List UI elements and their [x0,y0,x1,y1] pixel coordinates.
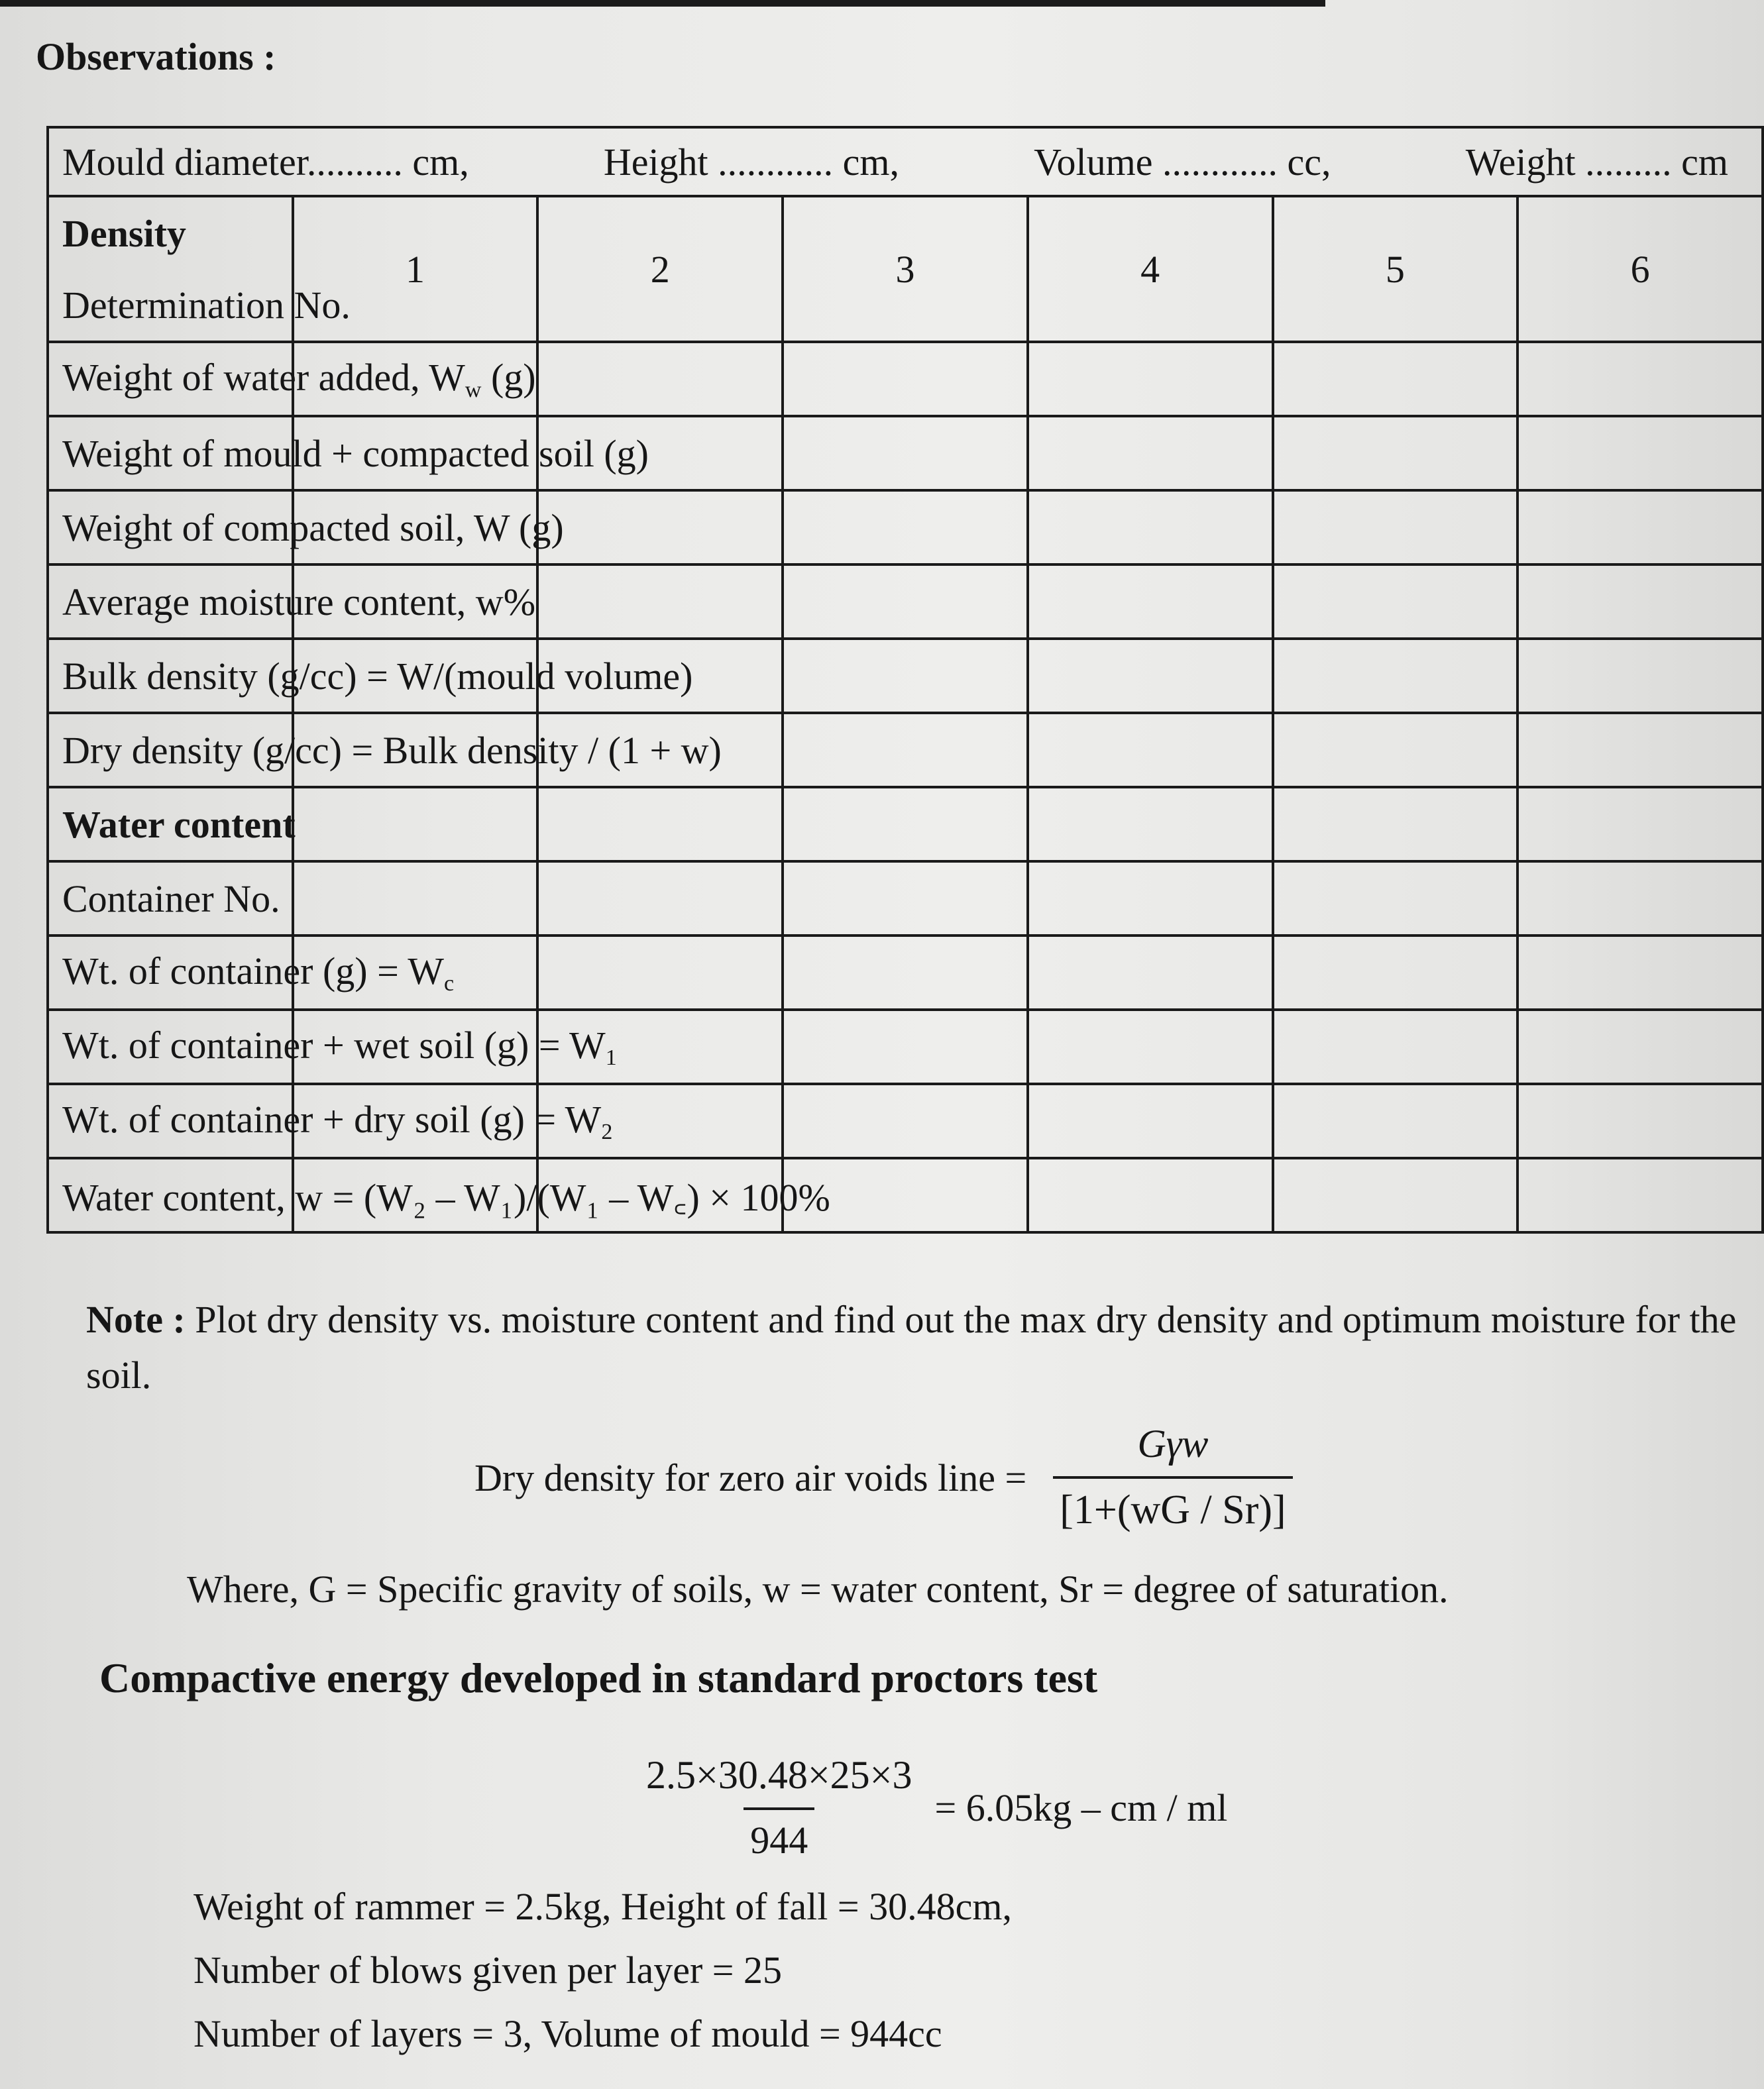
table-cell [1273,713,1518,787]
parameter-line: Number of layers = 3, Volume of mould = 944cc [193,2012,942,2055]
energy-fraction [633,1752,926,1862]
table-row [48,1010,1763,1084]
water-added-unit: (g) [490,356,536,399]
energy-result: = 6.05kg – cm / ml [934,1786,1228,1829]
table-row [48,1158,1763,1232]
table-cell [1273,1158,1518,1232]
density-heading-row [48,196,1763,269]
table-cell [1273,564,1518,639]
wt-dry-subscript: 2 [601,1120,613,1144]
table-cell [783,713,1028,787]
table-cell [1028,416,1273,490]
table-cell [1028,342,1273,416]
wt-wet-label [48,1010,617,1084]
table-cell [783,1084,1028,1158]
water-added-label [48,342,536,416]
table-cell [1028,1158,1273,1232]
table-cell [1517,564,1763,639]
weight-label: Weight ......... cm [1465,140,1728,184]
water-content-heading-row [48,787,1763,861]
table-cell [1517,713,1763,787]
table-cell [1517,639,1763,713]
wt-dry-label [48,1084,613,1158]
table-cell [1517,1158,1763,1232]
parameter-line: Weight of rammer = 2.5kg, Height of fall = 30.48cm, [193,1885,1012,1928]
table-cell [1028,936,1273,1010]
where-definitions: Where, G = Specific gravity of soils, w = water content, Sr = degree of saturation. [187,1568,1449,1611]
determination-number-cell: 2 [537,196,783,342]
table-cell [1028,564,1273,639]
observations-table [46,126,1764,1234]
parameter-line: Number of blows given per layer = 25 [193,1949,782,1992]
mould-details-cell [48,127,1763,196]
table-cell [1517,416,1763,490]
zero-air-voids-label: Dry density for zero air voids line = [474,1456,1027,1499]
density-heading: Density [48,196,293,269]
table-row [48,639,1763,713]
zero-air-voids-equation [474,1421,1293,1534]
table-cell [1028,1084,1273,1158]
height-label: Height ............ cm, [603,140,900,184]
table-cell [1273,787,1518,861]
table-cell [783,490,1028,564]
table-cell [1273,342,1518,416]
table-row [48,416,1763,490]
note-paragraph [86,1292,1756,1403]
wt-container-label [48,936,455,1010]
table-cell [1517,1010,1763,1084]
table-cell [1028,639,1273,713]
table-cell [1273,1010,1518,1084]
table-row [48,342,1763,416]
table-cell [1273,861,1518,936]
volume-label: Volume ............ cc, [1034,140,1331,184]
determination-number-cell: 4 [1028,196,1273,342]
wt-container-subscript: c [443,971,455,996]
compactive-energy-equation [606,1752,1227,1862]
table-cell [1028,787,1273,861]
table-row [48,1084,1763,1158]
determination-number-cell: 5 [1273,196,1518,342]
table-cell [783,1010,1028,1084]
wt-wet-text: Wt. of container + wet soil (g) = W [62,1024,606,1067]
table-row [48,713,1763,787]
note-text: Plot dry density vs. moisture content and find out the max dry density and optimum moisture for the soil. [86,1298,1737,1397]
table-cell [537,936,783,1010]
energy-denominator: 944 [744,1807,814,1862]
compactive-energy-heading: Compactive energy developed in standard proctors test [99,1654,1098,1701]
water-added-text: Weight of water added, W [62,356,465,399]
zero-air-voids-fraction [1053,1421,1292,1534]
table-cell [1273,416,1518,490]
table-cell [537,861,783,936]
table-cell [537,787,783,861]
row-label: Bulk density (g/cc) = W/(mould volume) [48,639,293,713]
table-row [48,936,1763,1010]
water-content-heading: Water content [48,787,293,861]
mould-diameter-label: Mould diameter.......... cm, [62,140,469,184]
determination-number-cell: 3 [783,196,1028,342]
determination-number-cell: 6 [1517,196,1763,342]
table-cell [783,416,1028,490]
table-cell [1517,490,1763,564]
table-cell [783,787,1028,861]
table-cell [1517,342,1763,416]
container-label: Container No. [48,861,293,936]
determination-label: Determination No. [48,269,293,342]
table-cell [293,861,538,936]
row-label: Weight of mould + compacted soil (g) [48,416,293,490]
table-cell [783,861,1028,936]
water-content-formula: Water content, w = (W₂ – W₁)/(W₁ – W꜀) × 100% [48,1158,293,1232]
water-added-subscript: w [465,378,482,402]
table-cell [1028,490,1273,564]
table-cell [1273,936,1518,1010]
table-cell [1517,861,1763,936]
wt-wet-subscript: 1 [605,1045,617,1070]
top-rule [0,0,1325,7]
table-cell [537,490,783,564]
table-cell [783,342,1028,416]
table-cell [1273,639,1518,713]
table-cell [293,787,538,861]
determination-number-cell: 1 [293,196,538,342]
mould-details-row [48,127,1763,196]
table-cell [1273,1084,1518,1158]
table-cell [1273,490,1518,564]
table-cell [1028,861,1273,936]
table-cell [783,639,1028,713]
zero-air-voids-denominator: [1+(wG / Sr)] [1053,1476,1292,1534]
row-label: Average moisture content, w% [48,564,293,639]
row-label: Dry density (g/cc) = Bulk density / (1 + w) [48,713,293,787]
wt-container-text: Wt. of container (g) = W [62,949,444,992]
table-row [48,564,1763,639]
table-cell [537,564,783,639]
table-cell [783,936,1028,1010]
table-row [48,490,1763,564]
zero-air-voids-numerator: Gγw [1137,1422,1209,1466]
observations-heading: Observations : [36,35,276,78]
row-label: Weight of compacted soil, W (g) [48,490,293,564]
energy-numerator: 2.5×30.48×25×3 [646,1753,912,1797]
note-label: Note : [86,1298,186,1341]
table-cell [537,342,783,416]
table-row [48,861,1763,936]
table-cell [1028,713,1273,787]
table-cell [1028,1010,1273,1084]
test-parameters [193,1875,1012,2066]
wt-dry-text: Wt. of container + dry soil (g) = W [62,1098,602,1141]
table-cell [783,564,1028,639]
table-cell [1517,787,1763,861]
table-cell [1517,936,1763,1010]
table-cell [1517,1084,1763,1158]
